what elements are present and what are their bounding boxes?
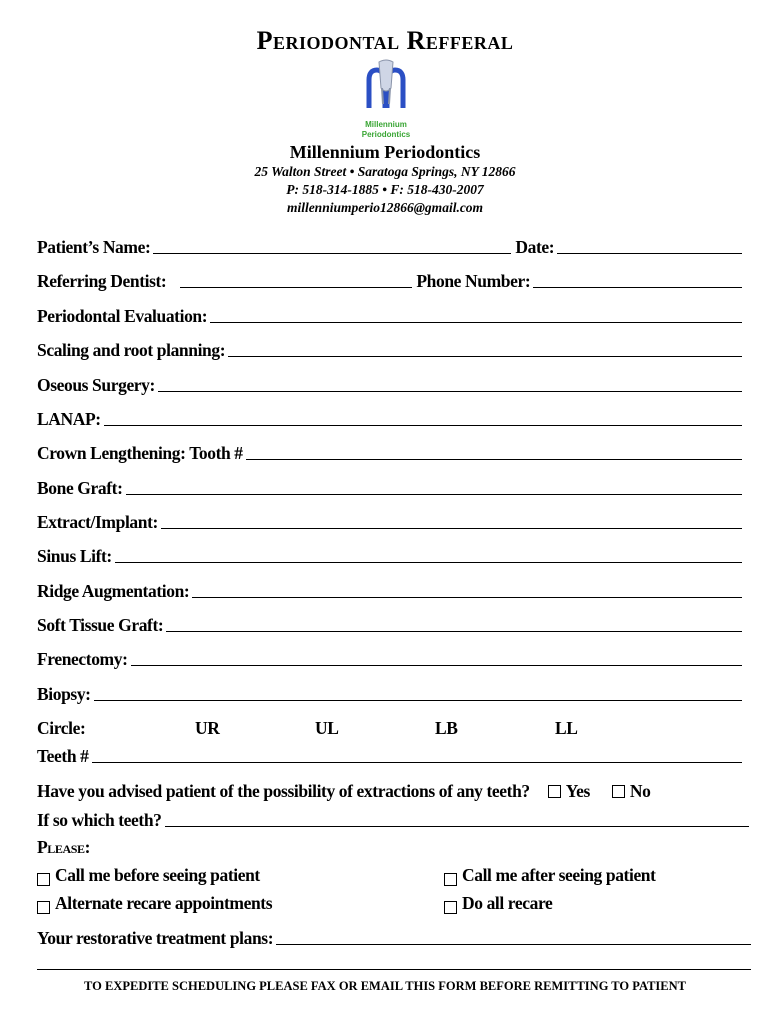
extraction-question-row xyxy=(37,776,757,802)
bone-graft-row xyxy=(37,473,742,499)
logo-text-line1: Millennium xyxy=(365,120,407,129)
call-before-label: Call me before seeing patient xyxy=(55,865,260,885)
frenectomy-row xyxy=(37,644,742,670)
circle-label: Circle: xyxy=(37,718,86,738)
scaling-label: Scaling and root planning: xyxy=(37,340,226,360)
alternate-recare-checkbox[interactable] xyxy=(37,901,50,914)
call-before-option[interactable] xyxy=(37,860,357,886)
alternate-recare-option[interactable] xyxy=(37,888,357,914)
bone-graft-field[interactable] xyxy=(126,490,742,495)
ridge-augmentation-label: Ridge Augmentation: xyxy=(37,581,190,601)
do-all-recare-label: Do all recare xyxy=(462,893,553,913)
periodontal-evaluation-row xyxy=(37,301,742,327)
scaling-field[interactable] xyxy=(228,352,742,357)
date-label: Date: xyxy=(515,237,555,257)
extraction-question: Have you advised patient of the possibility of extractions of any teeth? xyxy=(37,781,530,801)
lanap-row xyxy=(37,404,742,430)
oseous-surgery-row xyxy=(37,370,742,396)
practice-phones: P: 518-314-1885 • F: 518-430-2007 xyxy=(286,182,484,197)
extract-implant-label: Extract/Implant: xyxy=(37,512,158,532)
scaling-row xyxy=(37,335,742,361)
do-all-recare-checkbox[interactable] xyxy=(444,901,457,914)
phone-number-field[interactable] xyxy=(533,283,742,288)
yes-checkbox[interactable] xyxy=(548,785,561,798)
which-teeth-row xyxy=(37,805,749,831)
call-after-label: Call me after seeing patient xyxy=(462,865,656,885)
crown-lengthening-field[interactable] xyxy=(246,455,742,460)
restorative-field-line2[interactable] xyxy=(37,969,751,970)
circle-row xyxy=(37,713,742,739)
biopsy-label: Biopsy: xyxy=(37,684,91,704)
extract-implant-row xyxy=(37,507,742,533)
restorative-label: Your restorative treatment plans: xyxy=(37,928,274,948)
bone-graft-label: Bone Graft: xyxy=(37,478,123,498)
circle-option-ur[interactable]: UR xyxy=(195,718,220,738)
biopsy-row xyxy=(37,679,742,705)
phone-number-label: Phone Number: xyxy=(416,271,531,291)
yes-label: Yes xyxy=(565,781,590,801)
sinus-lift-label: Sinus Lift: xyxy=(37,546,112,566)
patient-name-field[interactable] xyxy=(153,249,511,254)
oseous-surgery-field[interactable] xyxy=(158,387,742,392)
call-after-checkbox[interactable] xyxy=(444,873,457,886)
periodontal-evaluation-label: Periodontal Evaluation: xyxy=(37,306,208,326)
which-teeth-field[interactable] xyxy=(165,822,749,827)
patient-name-label: Patient’s Name: xyxy=(37,237,151,257)
soft-tissue-graft-row xyxy=(37,610,742,636)
no-option[interactable] xyxy=(612,781,651,802)
practice-logo xyxy=(355,58,417,140)
restorative-row xyxy=(37,923,751,949)
which-teeth-label: If so which teeth? xyxy=(37,810,162,830)
referring-dentist-label: Referring Dentist: xyxy=(37,271,167,291)
date-field[interactable] xyxy=(557,249,742,254)
lanap-label: LANAP: xyxy=(37,409,101,429)
do-all-recare-option[interactable] xyxy=(444,888,744,914)
footer-notice: TO EXPEDITE SCHEDULING PLEASE FAX OR EMAIL THIS FORM BEFORE REMITTING TO PATIENT xyxy=(84,979,686,993)
oseous-surgery-label: Oseous Surgery: xyxy=(37,375,155,395)
yes-option[interactable] xyxy=(548,781,590,802)
teeth-label: Teeth # xyxy=(37,746,89,766)
restorative-field[interactable] xyxy=(276,940,751,945)
please-heading: Please: xyxy=(37,837,91,857)
circle-option-ul[interactable]: UL xyxy=(315,718,339,738)
alternate-recare-label: Alternate recare appointments xyxy=(55,893,273,913)
practice-email: millenniumperio12866@gmail.com xyxy=(286,200,484,215)
crown-lengthening-label: Crown Lengthening: Tooth # xyxy=(37,443,243,463)
periodontal-evaluation-field[interactable] xyxy=(210,318,742,323)
call-before-checkbox[interactable] xyxy=(37,873,50,886)
sinus-lift-row xyxy=(37,541,742,567)
teeth-field[interactable] xyxy=(92,758,743,763)
frenectomy-field[interactable] xyxy=(131,661,742,666)
practice-name: Millennium Periodontics xyxy=(289,142,481,162)
extract-implant-field[interactable] xyxy=(161,524,742,529)
frenectomy-label: Frenectomy: xyxy=(37,649,128,669)
circle-option-lb[interactable]: LB xyxy=(435,718,458,738)
call-after-option[interactable] xyxy=(444,860,744,886)
referring-dentist-field[interactable] xyxy=(180,283,412,288)
sinus-lift-field[interactable] xyxy=(115,558,742,563)
practice-address: 25 Walton Street • Saratoga Springs, NY 12866 xyxy=(254,164,516,179)
form-title: Periodontal Refferal xyxy=(256,26,514,55)
logo-text-line2: Periodontics xyxy=(361,130,411,139)
patient-name-row xyxy=(37,232,742,258)
soft-tissue-graft-field[interactable] xyxy=(166,627,742,632)
tooth-logo-icon xyxy=(355,58,417,120)
ridge-augmentation-field[interactable] xyxy=(192,593,742,598)
referring-dentist-row xyxy=(37,266,742,292)
lanap-field[interactable] xyxy=(104,421,742,426)
crown-lengthening-row xyxy=(37,438,742,464)
ridge-augmentation-row xyxy=(37,576,742,602)
no-label: No xyxy=(629,781,651,801)
no-checkbox[interactable] xyxy=(612,785,625,798)
biopsy-field[interactable] xyxy=(94,696,742,701)
teeth-row xyxy=(37,741,742,767)
circle-option-ll[interactable]: LL xyxy=(555,718,578,738)
soft-tissue-graft-label: Soft Tissue Graft: xyxy=(37,615,164,635)
